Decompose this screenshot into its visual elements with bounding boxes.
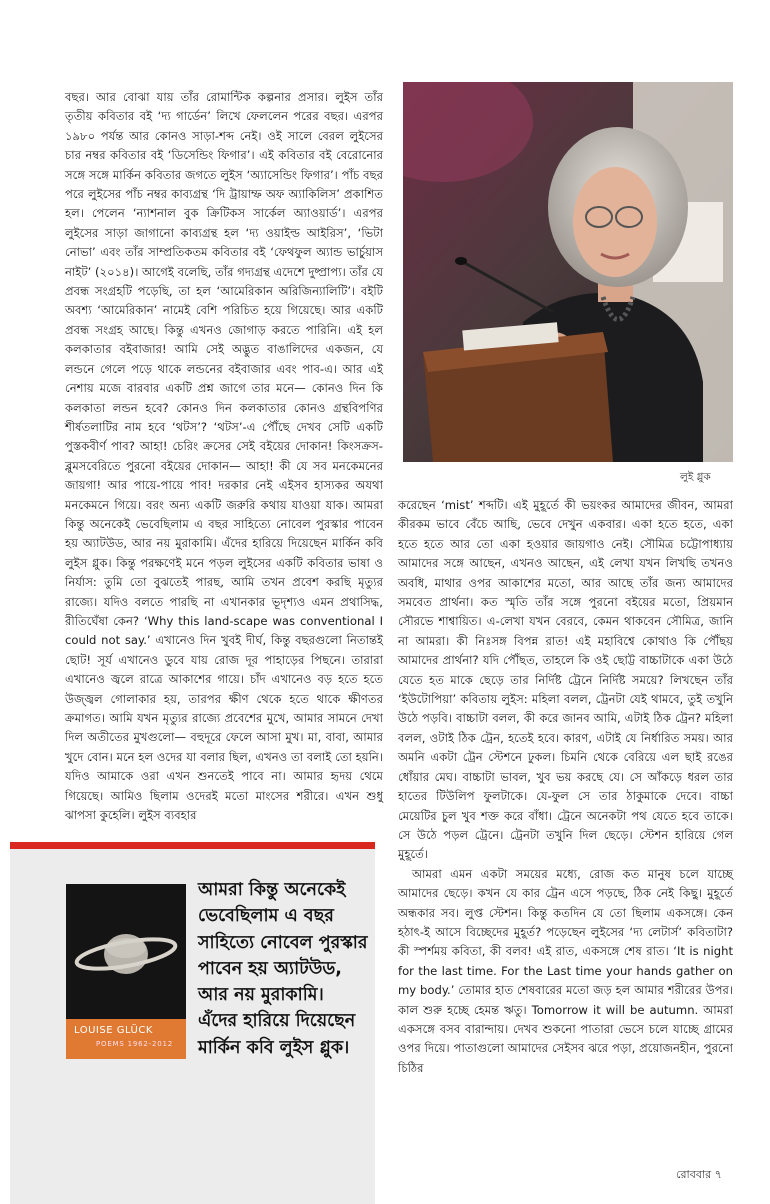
page-folio: রোববার ৭ bbox=[676, 1168, 722, 1181]
pull-quote-text: আমরা কিন্তু অনেকেই ভেবেছিলাম এ বছর সাহিত্যে নোবেল পুরস্কার পাবেন হয় অ্যাটউড, আর নয় মুরাকামি। এঁদের হারিয়ে দিয়েছেন মার্কিন কবি লুইস গ্লুক। bbox=[198, 880, 368, 1058]
paragraph: বছর। আর বোঝা যায় তাঁর রোমান্টিক কল্পনার প্রসার। লুইস তাঁর তৃতীয় কবিতার বই ‘দ্য গার্ডেন’ লিখে ফেললেন পরের বছর। এরপর ১৯৮০ পর্যন্ত আর কোনও সাড়া-শব্দ নেই। ওই সালে বেরল লুইসের চার নম্বর কবিতার বই ‘ডিসেন্ডিং ফিগার’। এই কবিতার বই বেরোনোর সঙ্গে সঙ্গে মার্কিন কবিতার জগতে লুইস ‘অ্যাসেন্ডিং ফিগার’। পাঁচ বছর পরে লুইসের পাঁচ নম্বর কাব্যগ্রন্থ ‘দি ট্রায়াম্ফ অফ অ্যাকিলিস’ প্রকাশিত হল। পেলেন ‘ন্যাশনাল বুক ক্রিটিকস সার্কেল অ্যাওয়ার্ড’। এরপর লুইসের সাড়া জাগানো কাব্যগ্রন্থ হল ‘দ্য ওয়াইল্ড আইরিস’, ‘ভিটা নোভা’ এবং তাঁর সাম্প্রতিকতম কবিতার বই ‘ফেথফুল অ্যান্ড ভার্চুয়াস নাইট’ (২০১৪)। আগেই বলেছি, তাঁর গদ্যগ্রন্থ এদেশে দুষ্প্রাপ্য। তাঁর যে প্রবন্ধ সংগ্রহটি পড়েছি, তা হল ‘আমেরিকান অরিজিন্যালিটি’। বইটি অবশ্য ‘আমেরিকান’ নামেই বেশি পরিচিত হয়ে গিয়েছে। আর একটি প্রবন্ধ সংগ্রহ আছে। কিন্তু এখনও জোগাড় করতে পারিনি। এই হল কলকাতার বইবাজার! আমি সেই অদ্ভুত বাঙালিদের একজন, যে লন্ডনে গেলে পড়ে থাকে লন্ডনের বইবাজার এবং পাব-এ। আর এই নেশায় মজে বারবার একটি প্রশ্ন জাগে তার মনে— কোনও দিন কি কলকাতা লন্ডন হবে? কোনও দিন কলকাতার কোনও গ্রন্থবিপণির শীর্ষতলাটির নাম হবে ‘থটস’? ‘থটস’-এ পৌঁছে দেখব সেটি একটি পুস্তকবীর্ণ পাব? আহা! চেরিং ক্রসের সেই বইয়ের দোকান! কিংসক্রস-ব্লুমসবেরিতে পুরনো বইয়ের দোকান— আহা! কী যে সব মনকেমনের জায়গা! আর পায়ে-পায়ে পাব! দরকার নেই এইসব হাস্যকর অযথা মনকেমনে গিয়ে। বরং অন্য একটি জরুরি কথায় যাওয়া যাক। আমরা কিন্তু অনেকেই ভেবেছিলাম এ বছর সাহিত্যে নোবেল পুরস্কার পাবেন হয় অ্যাটউড, আর নয় মুরাকামি। এঁদের হারিয়ে দিয়েছেন মার্কিন কবি লুইস গ্লুক। কিন্তু পরক্ষণেই মনে পড়ল লুইসের একটি কবিতার ভাষা ও নির্যাস: তুমি তো বুঝতেই পারছ, আমি তখন প্রবেশ করছি মৃত্যুর রাজ্যে। যদিও বলতে পারছি না এখানকার ভূদৃশ্যও এমন প্রথাসিদ্ধ, রীতিঘেঁষা কেন? ‘Why this land-scape was conventional I could not say.’ এখানেও দিন খুবই দীর্ঘ, কিন্তু বছরগুলো নিতান্তই ছোট! সূর্য এখানেও ডুবে যায় রোজ দূর পাহাড়ের পিছনে। তারারা এখানেও জ্বলে রাত্রে আকাশের গায়ে। চাঁদ এখানেও বড় হতে হতে উজ্জ্বল গোলাকার হয়, তারপর ক্ষীণ থেকে হতে থাকে ক্ষীণতর ক্রমাগত। আমি যখন মৃত্যুর রাজ্যে প্রবেশের মুখে, আমার সামনে দেখা দিল অতীতের মুখগুলো— বহুদূরে ফেলে আসা মুখ। মা, বাবা, আমার খুদে বোন। মনে হল ওদের যা বলার ছিল, এখনও তা বলাই তো হয়নি। যদিও আমাকে ওরা এখন শুনতেই পাবে না। আমার হৃদয় থেমে গিয়েছে। আমিও ছিলাম ওদেরই মতো মাংসের শরীরে। এখন শুধু ঝাপসা কুহেলি। লুইস ব্যবহার bbox=[65, 90, 383, 823]
author-photo bbox=[403, 82, 733, 462]
photo-caption: লুই গ্লুক bbox=[680, 471, 711, 483]
paragraph: আমরা এমন একটা সময়ের মধ্যে, রোজ কত মানুষ চলে যাচ্ছে আমাদের ছেড়ে। কখন যে কার ট্রেন এসে পড়ছে, ঠিক নেই কিছু। মুহূর্তে অন্ধকার সব। লুপ্ত স্টেশন। কিন্তু কতদিন যে তো ছিলাম একসঙ্গে। কেন হঠাৎ-ই আসে বিচ্ছেদের মুহূর্ত? পড়েছেন লুইসের ‘দ্য লেটার্স’ কবিতাটা? কী স্পর্শময় কবিতা, কী বলব! এই রাত, একসঙ্গে শেষ রাত। ‘It is night for the last time. For the Last time your hands gather on my body.’ তোমার হাত শেষবারের মতো জড় হল আমার শরীরের উপর। কাল শুরু হচ্ছে হেমন্ত ঋতু। Tomorrow it will be autumn. আমরা একসঙ্গে বসব বারান্দায়। দেখব শুকনো পাতারা ভেসে চলে যাচ্ছে গ্রামের ওপর দিয়ে। পাতাগুলো আমাদের সেইসব ঝরে পড়া, প্রয়োজনহীন, পুরনো চিঠির bbox=[398, 866, 733, 1075]
book-cover bbox=[66, 884, 186, 1059]
article-column-left bbox=[65, 88, 383, 825]
article-column-right bbox=[398, 496, 733, 1078]
book-author: LOUISE GLÜCK bbox=[74, 1025, 153, 1036]
book-subtitle: POEMS 1962-2012 bbox=[96, 1040, 174, 1048]
saturn-image bbox=[66, 884, 186, 1019]
paragraph: করেছেন ‘mist’ শব্দটি। এই মুহূর্তে কী ভয়ংকর আমাদের জীবন, আমরা কীরকম ভাবে বেঁচে আছি, ভেবে দেখুন একবার। একা হতে হতে, একা হতে হতে আর তো একা হওয়ার জায়গাও নেই। সৌমিত্র চট্টোপাধ্যায় আমাদের সঙ্গে আছেন, এখনও আছেন, এই লেখা যখন লিখছি তখনও অবধি, মাথার ওপর আকাশের মতো, আর আছে তাঁর জন্য আমাদের সমবেত প্রার্থনা। কত স্মৃতি তাঁর সঙ্গে পুরনো বইয়ের মতো, প্রিয়মান সৌরভে শাশ্বায়িত। এ-লেখা যখন বেরবে, কেমন থাকবেন সৌমিত্র, জানি না আমরা। কী নিঃসঙ্গ বিপন্ন রাত! এই মহাবিশ্বে কোথাও কি পৌঁছয় আমাদের প্রার্থনা? যদি পৌঁছত, তাহলে কি ওই ছোট্ট বাচ্চাটাকে একা উঠে যেতে হত মাকে ছেড়ে তার নির্দিষ্ট ট্রেনে নির্দিষ্ট সময়ে? লিখছেন তাঁর ‘ইউটোপিয়া’ কবিতায় লুইস: মহিলা বলল, ট্রেনটা যেই থামবে, তুই তখুনি উঠে পড়বি। বাচ্চাটা বলল, কী করে জানব আমি, এটাই ঠিক ট্রেন? মহিলা বলল, ওটাই ঠিক ট্রেন, হতেই হবে। কারণ, এটাই যে নির্ধারিত সময়। আর অমনি একটা ট্রেন স্টেশনে ঢুকল। চিমনি থেকে বেরিয়ে এল ছাই রঙের ধোঁয়ার মেঘ। বাচ্চাটা ভাবল, খুব ভয় করছে যে। সে আঁকড়ে ধরল তার হাতের টিউলিপ ফুলটাকে। যে-ফুল সে তার ঠাকুমাকে দেবে। বাচ্চা মেয়েটির চুল খুব শক্ত করে বাঁধা। ট্রেনে অনেকটা পথ যেতে হবে তাকে। সে উঠে পড়ল ট্রেনে। ট্রেনটা তখুনি দিল ছেড়ে। স্টেশন হারিয়ে গেল মুহূর্তে। bbox=[398, 498, 733, 862]
pull-quote-box bbox=[10, 842, 375, 1204]
book-band bbox=[66, 1019, 186, 1059]
